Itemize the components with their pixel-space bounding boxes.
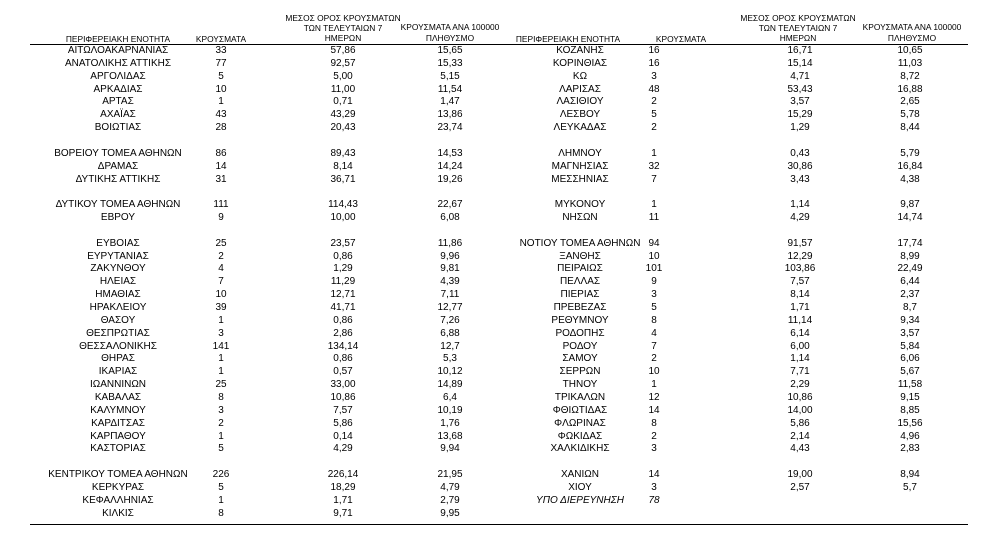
left-cases-value: 1 (218, 315, 224, 326)
left-avg-value: 10,00 (330, 212, 356, 223)
right-region-name: ΡΟΔΟΥ (562, 341, 598, 352)
right-region-name: ΞΑΝΘΗΣ (559, 251, 601, 262)
right-per100k-value: 3,57 (900, 328, 920, 339)
left-avg-value: 12,71 (330, 289, 356, 300)
right-cases-value: 3 (651, 443, 657, 454)
right-cases-value: 12 (648, 392, 660, 403)
right-avg-value: 6,00 (790, 341, 810, 352)
left-avg-value: 0,57 (333, 366, 353, 377)
left-region-name: ΔΥΤΙΚΗΣ ΑΤΤΙΚΗΣ (75, 174, 161, 185)
left-region-name: ΒΟΙΩΤΙΑΣ (94, 122, 142, 133)
left-per100k-value: 6,4 (443, 392, 457, 403)
left-per100k-value: 1,47 (440, 96, 460, 107)
right-avg-value: 12,29 (787, 251, 813, 262)
right-avg-value: 7,71 (790, 366, 810, 377)
right-per100k-value: 17,74 (897, 238, 923, 249)
right-per100k-value: 5,79 (900, 148, 920, 159)
right-region-name: ΦΘΙΩΤΙΔΑΣ (552, 405, 608, 416)
right-avg-value: 103,86 (784, 263, 816, 274)
left-cases-value: 1 (218, 495, 224, 506)
left-region-name: ΑΝΑΤΟΛΙΚΗΣ ΑΤΤΙΚΗΣ (64, 58, 172, 69)
right-per100k-value: 4,38 (900, 174, 920, 185)
header-avg-left-1: ΜΕΣΟΣ ΟΡΟΣ ΚΡΟΥΣΜΑΤΩΝ (285, 13, 401, 23)
right-cases-value: 1 (651, 199, 657, 210)
left-per100k-value: 14,24 (437, 161, 463, 172)
left-cases-value: 1 (218, 96, 224, 107)
left-region-name: ΕΥΒΟΙΑΣ (96, 238, 140, 249)
left-region-name: ΑΡΓΟΛΙΔΑΣ (90, 71, 146, 82)
left-avg-value: 0,86 (333, 353, 353, 364)
left-avg-value: 18,29 (330, 482, 356, 493)
right-avg-value: 0,43 (790, 148, 810, 159)
left-per100k-value: 12,7 (440, 341, 460, 352)
right-avg-value: 4,71 (790, 71, 810, 82)
left-cases-value: 31 (215, 174, 227, 185)
right-region-name: ΝΗΣΩΝ (562, 212, 598, 223)
right-per100k-value: 6,44 (900, 276, 920, 287)
left-per100k-value: 19,26 (437, 174, 463, 185)
left-avg-value: 9,71 (333, 508, 353, 519)
right-avg-value: 3,43 (790, 174, 810, 185)
left-cases-value: 7 (218, 276, 224, 287)
left-per100k-value: 21,95 (437, 469, 463, 480)
right-region-name: ΛΕΣΒΟΥ (559, 109, 601, 120)
right-per100k-value: 11,03 (897, 58, 923, 69)
right-cases-value: 3 (651, 289, 657, 300)
header-avg-right-2: ΤΩΝ ΤΕΛΕΥΤΑΙΩΝ 7 (758, 23, 838, 33)
left-cases-value: 43 (215, 109, 227, 120)
left-per100k-value: 2,79 (440, 495, 460, 506)
header-avg-left-3: ΗΜΕΡΩΝ (324, 33, 362, 43)
left-cases-value: 2 (218, 251, 224, 262)
right-avg-value: 1,71 (790, 302, 810, 313)
right-region-name: ΣΕΡΡΩΝ (559, 366, 601, 377)
left-cases-value: 1 (218, 431, 224, 442)
left-cases-value: 2 (218, 418, 224, 429)
right-avg-value: 15,14 (787, 58, 813, 69)
left-per100k-value: 4,79 (440, 482, 460, 493)
right-avg-value: 6,14 (790, 328, 810, 339)
right-region-name: ΣΑΜΟΥ (562, 353, 598, 364)
left-avg-value: 41,71 (330, 302, 356, 313)
left-region-name: ΗΜΑΘΙΑΣ (95, 289, 141, 300)
right-per100k-value: 8,7 (903, 302, 917, 313)
right-region-name: ΛΗΜΝΟΥ (558, 148, 602, 159)
right-region-name: ΛΑΣΙΘΙΟΥ (556, 96, 604, 107)
header-per100k-right-2: ΠΛΗΘΥΣΜΟ (887, 33, 937, 43)
left-cases-value: 86 (215, 148, 227, 159)
right-region-name: ΠΙΕΡΙΑΣ (560, 289, 600, 300)
left-per100k-value: 14,53 (437, 148, 463, 159)
left-cases-value: 1 (218, 353, 224, 364)
left-avg-value: 36,71 (330, 174, 356, 185)
left-cases-value: 25 (215, 379, 227, 390)
left-per100k-value: 4,39 (440, 276, 460, 287)
right-region-name: ΠΡΕΒΕΖΑΣ (553, 302, 607, 313)
right-avg-value: 15,29 (787, 109, 813, 120)
right-cases-value: 8 (651, 418, 657, 429)
left-region-name: ΙΩΑΝΝΙΝΩΝ (89, 379, 147, 390)
header-avg-right-3: ΗΜΕΡΩΝ (779, 33, 817, 43)
right-region-name: ΚΟΖΑΝΗΣ (556, 45, 604, 56)
left-per100k-value: 5,3 (443, 353, 457, 364)
right-cases-value: 78 (648, 495, 660, 506)
right-region-name: ΜΥΚΟΝΟΥ (554, 199, 606, 210)
left-region-name: ΚΑΡΠΑΘΟΥ (90, 431, 146, 442)
left-avg-value: 5,00 (333, 71, 353, 82)
right-region-name: ΧΑΝΙΩΝ (560, 469, 600, 480)
left-per100k-value: 1,76 (440, 418, 460, 429)
header-per100k-left-2: ΠΛΗΘΥΣΜΟ (425, 33, 475, 43)
left-region-name: ΚΑΡΔΙΤΣΑΣ (91, 418, 145, 429)
left-region-name: ΒΟΡΕΙΟΥ ΤΟΜΕΑ ΑΘΗΝΩΝ (54, 148, 182, 159)
right-avg-value: 2,14 (790, 431, 810, 442)
right-region-name: ΛΕΥΚΑΔΑΣ (553, 122, 607, 133)
right-region-name: ΦΩΚΙΔΑΣ (557, 431, 603, 442)
right-avg-value: 7,57 (790, 276, 810, 287)
right-region-name: ΡΟΔΟΠΗΣ (555, 328, 605, 339)
right-avg-value: 11,14 (787, 315, 813, 326)
right-region-name: ΡΕΘΥΜΝΟΥ (551, 315, 609, 326)
left-region-name: ΚΑΒΑΛΑΣ (94, 392, 142, 403)
left-per100k-value: 23,74 (437, 122, 463, 133)
left-per100k-value: 11,54 (437, 84, 463, 95)
left-per100k-value: 6,88 (440, 328, 460, 339)
right-region-name: ΝΟΤΙΟΥ ΤΟΜΕΑ ΑΘΗΝΩΝ (519, 238, 641, 249)
right-per100k-value: 9,15 (900, 392, 920, 403)
left-cases-value: 5 (218, 482, 224, 493)
left-avg-value: 0,86 (333, 251, 353, 262)
left-region-name: ΑΡΤΑΣ (102, 96, 134, 107)
right-avg-value: 1,29 (790, 122, 810, 133)
right-region-name: ΜΑΓΝΗΣΙΑΣ (551, 161, 609, 172)
right-per100k-value: 6,06 (900, 353, 920, 364)
right-avg-value: 8,14 (790, 289, 810, 300)
left-region-name: ΑΙΤΩΛΟΑΚΑΡΝΑΝΙΑΣ (67, 45, 169, 56)
right-region-name: ΥΠΟ ΔΙΕΡΕΥΝΗΣΗ (536, 495, 624, 506)
left-avg-value: 0,14 (333, 431, 353, 442)
left-avg-value: 1,29 (333, 263, 353, 274)
left-region-name: ΚΑΣΤΟΡΙΑΣ (90, 443, 146, 454)
left-cases-value: 10 (215, 289, 227, 300)
right-region-name: ΧΙΟΥ (568, 482, 592, 493)
left-cases-value: 5 (218, 443, 224, 454)
left-per100k-value: 7,11 (440, 289, 460, 300)
right-region-name: ΠΕΙΡΑΙΩΣ (557, 263, 603, 274)
right-avg-value: 14,00 (787, 405, 813, 416)
right-region-name: ΤΡΙΚΑΛΩΝ (554, 392, 606, 403)
right-avg-value: 91,57 (787, 238, 813, 249)
left-per100k-value: 6,08 (440, 212, 460, 223)
right-per100k-value: 8,99 (900, 251, 920, 262)
left-cases-value: 4 (218, 263, 224, 274)
left-region-name: ΔΡΑΜΑΣ (97, 161, 139, 172)
header-avg-right-1: ΜΕΣΟΣ ΟΡΟΣ ΚΡΟΥΣΜΑΤΩΝ (740, 13, 856, 23)
left-avg-value: 20,43 (330, 122, 356, 133)
right-per100k-value: 5,67 (900, 366, 920, 377)
header-cases-right: ΚΡΟΥΣΜΑΤΑ (655, 34, 707, 44)
left-region-name: ΗΡΑΚΛΕΙΟΥ (89, 302, 147, 313)
right-region-name: ΠΕΛΛΑΣ (559, 276, 601, 287)
right-per100k-value: 11,58 (897, 379, 923, 390)
left-avg-value: 10,86 (330, 392, 356, 403)
left-per100k-value: 10,12 (437, 366, 463, 377)
left-per100k-value: 9,81 (440, 263, 460, 274)
left-cases-value: 111 (213, 199, 229, 210)
left-per100k-value: 10,19 (437, 405, 463, 416)
right-cases-value: 14 (648, 469, 660, 480)
right-cases-value: 14 (648, 405, 660, 416)
right-cases-value: 16 (648, 45, 660, 56)
left-avg-value: 5,86 (333, 418, 353, 429)
right-avg-value: 30,86 (787, 161, 813, 172)
right-per100k-value: 16,84 (897, 161, 923, 172)
right-per100k-value: 5,84 (900, 341, 920, 352)
right-cases-value: 1 (651, 148, 657, 159)
left-cases-value: 39 (215, 302, 227, 313)
right-cases-value: 48 (648, 84, 660, 95)
left-avg-value: 23,57 (330, 238, 356, 249)
left-cases-value: 3 (218, 328, 224, 339)
left-avg-value: 8,14 (333, 161, 353, 172)
right-cases-value: 1 (651, 379, 657, 390)
right-cases-value: 5 (651, 302, 657, 313)
left-avg-value: 134,14 (327, 341, 359, 352)
right-cases-value: 101 (645, 263, 663, 274)
right-per100k-value: 14,74 (897, 212, 923, 223)
right-region-name: ΤΗΝΟΥ (562, 379, 598, 390)
right-cases-value: 7 (651, 341, 657, 352)
left-cases-value: 141 (212, 341, 230, 352)
left-avg-value: 114,43 (328, 199, 358, 210)
left-avg-value: 11,29 (330, 276, 356, 287)
right-avg-value: 5,86 (790, 418, 810, 429)
right-per100k-value: 5,78 (900, 109, 920, 120)
left-per100k-value: 13,68 (437, 431, 463, 442)
left-cases-value: 25 (215, 238, 227, 249)
left-avg-value: 2,86 (333, 328, 353, 339)
left-per100k-value: 14,89 (437, 379, 463, 390)
left-region-name: ΘΕΣΠΡΩΤΙΑΣ (86, 328, 150, 339)
left-region-name: ΘΗΡΑΣ (101, 353, 135, 364)
left-cases-value: 8 (218, 392, 224, 403)
right-per100k-value: 8,72 (900, 71, 920, 82)
right-per100k-value: 8,44 (900, 122, 920, 133)
right-avg-value: 10,86 (787, 392, 813, 403)
left-per100k-value: 15,33 (437, 58, 463, 69)
right-avg-value: 2,57 (790, 482, 810, 493)
left-avg-value: 11,00 (330, 84, 356, 95)
right-per100k-value: 9,34 (900, 315, 920, 326)
right-cases-value: 9 (651, 276, 657, 287)
right-per100k-value: 10,65 (897, 45, 923, 56)
left-cases-value: 9 (218, 212, 224, 223)
right-cases-value: 8 (651, 315, 657, 326)
right-cases-value: 16 (648, 58, 660, 69)
left-region-name: ΕΒΡΟΥ (100, 212, 136, 223)
right-cases-value: 2 (651, 122, 657, 133)
right-region-name: ΚΟΡΙΝΘΙΑΣ (552, 58, 608, 69)
right-cases-value: 32 (648, 161, 660, 172)
right-cases-value: 3 (651, 482, 657, 493)
left-avg-value: 33,00 (330, 379, 356, 390)
right-avg-value: 1,14 (790, 353, 810, 364)
left-per100k-value: 11,86 (437, 238, 463, 249)
left-cases-value: 33 (215, 45, 227, 56)
left-region-name: ΘΑΣΟΥ (100, 315, 136, 326)
left-region-name: ΚΑΛΥΜΝΟΥ (90, 405, 146, 416)
right-per100k-value: 22,49 (897, 263, 923, 274)
right-per100k-value: 4,96 (900, 431, 920, 442)
left-per100k-value: 5,15 (440, 71, 460, 82)
right-avg-value: 19,00 (787, 469, 813, 480)
left-cases-value: 226 (212, 469, 230, 480)
left-region-name: ΑΧΑΪΑΣ (100, 109, 136, 120)
right-region-name: ΜΕΣΣΗΝΙΑΣ (551, 174, 609, 185)
left-region-name: ΗΛΕΙΑΣ (99, 276, 137, 287)
table-bottom-rule (30, 524, 968, 525)
right-cases-value: 5 (651, 109, 657, 120)
left-avg-value: 0,71 (333, 96, 353, 107)
right-cases-value: 2 (651, 96, 657, 107)
left-avg-value: 1,71 (333, 495, 353, 506)
right-cases-value: 2 (651, 431, 657, 442)
left-avg-value: 7,57 (333, 405, 353, 416)
left-region-name: ΘΕΣΣΑΛΟΝΙΚΗΣ (79, 341, 157, 352)
right-cases-value: 7 (651, 174, 657, 185)
right-region-name: ΚΩ (572, 71, 588, 82)
right-avg-value: 1,14 (790, 199, 810, 210)
left-cases-value: 3 (218, 405, 224, 416)
left-region-name: ΙΚΑΡΙΑΣ (98, 366, 138, 377)
left-per100k-value: 9,94 (440, 443, 460, 454)
left-per100k-value: 15,65 (437, 45, 463, 56)
left-region-name: ΚΕΦΑΛΛΗΝΙΑΣ (82, 495, 154, 506)
left-cases-value: 77 (215, 58, 227, 69)
left-per100k-value: 13,86 (437, 109, 463, 120)
left-avg-value: 0,86 (333, 315, 353, 326)
left-cases-value: 10 (215, 84, 227, 95)
left-avg-value: 4,29 (333, 443, 353, 454)
left-per100k-value: 9,96 (440, 251, 460, 262)
right-cases-value: 11 (648, 212, 660, 223)
left-cases-value: 1 (218, 366, 224, 377)
left-cases-value: 5 (218, 71, 224, 82)
header-cases-left: ΚΡΟΥΣΜΑΤΑ (195, 34, 247, 44)
right-per100k-value: 16,88 (897, 84, 923, 95)
left-region-name: ΔΥΤΙΚΟΥ ΤΟΜΕΑ ΑΘΗΝΩΝ (55, 199, 181, 210)
right-cases-value: 2 (651, 353, 657, 364)
left-per100k-value: 9,95 (440, 508, 460, 519)
right-avg-value: 4,29 (790, 212, 810, 223)
left-cases-value: 14 (215, 161, 227, 172)
right-per100k-value: 5,7 (903, 482, 917, 493)
left-per100k-value: 7,26 (440, 315, 460, 326)
right-cases-value: 10 (648, 251, 660, 262)
header-avg-left-2: ΤΩΝ ΤΕΛΕΥΤΑΙΩΝ 7 (303, 23, 383, 33)
right-per100k-value: 2,83 (900, 443, 920, 454)
right-cases-value: 4 (651, 328, 657, 339)
left-avg-value: 226,14 (327, 469, 359, 480)
left-per100k-value: 22,67 (437, 199, 463, 210)
right-per100k-value: 2,37 (900, 289, 920, 300)
left-avg-value: 92,57 (330, 58, 356, 69)
header-region-right: ΠΕΡΙΦΕΡΕΙΑΚΗ ΕΝΟΤΗΤΑ (515, 34, 621, 44)
right-per100k-value: 9,87 (900, 199, 920, 210)
header-per100k-left-1: ΚΡΟΥΣΜΑΤΑ ΑΝΑ 100000 (400, 22, 500, 32)
right-avg-value: 3,57 (790, 96, 810, 107)
right-avg-value: 16,71 (787, 45, 813, 56)
right-per100k-value: 15,56 (897, 418, 923, 429)
right-region-name: ΧΑΛΚΙΔΙΚΗΣ (550, 443, 610, 454)
left-avg-value: 43,29 (330, 109, 356, 120)
right-cases-value: 94 (648, 238, 660, 249)
left-region-name: ΖΑΚΥΝΘΟΥ (90, 263, 146, 274)
right-per100k-value: 8,94 (900, 469, 920, 480)
left-region-name: ΑΡΚΑΔΙΑΣ (93, 84, 143, 95)
right-avg-value: 4,43 (790, 443, 810, 454)
right-region-name: ΛΑΡΙΣΑΣ (559, 84, 601, 95)
right-per100k-value: 2,65 (900, 96, 920, 107)
header-per100k-right-1: ΚΡΟΥΣΜΑΤΑ ΑΝΑ 100000 (862, 22, 962, 32)
left-region-name: ΚΙΛΚΙΣ (102, 508, 134, 519)
left-region-name: ΕΥΡΥΤΑΝΙΑΣ (87, 251, 149, 262)
left-avg-value: 89,43 (330, 148, 356, 159)
right-cases-value: 10 (648, 366, 660, 377)
right-cases-value: 3 (651, 71, 657, 82)
left-avg-value: 57,86 (330, 45, 356, 56)
right-avg-value: 2,29 (790, 379, 810, 390)
right-per100k-value: 8,85 (900, 405, 920, 416)
left-per100k-value: 12,77 (437, 302, 463, 313)
left-cases-value: 28 (215, 122, 227, 133)
header-region-left: ΠΕΡΙΦΕΡΕΙΑΚΗ ΕΝΟΤΗΤΑ (65, 34, 171, 44)
left-region-name: ΚΕΝΤΡΙΚΟΥ ΤΟΜΕΑ ΑΘΗΝΩΝ (48, 469, 188, 480)
right-region-name: ΦΛΩΡΙΝΑΣ (554, 418, 606, 429)
right-avg-value: 53,43 (787, 84, 813, 95)
left-region-name: ΚΕΡΚΥΡΑΣ (91, 482, 145, 493)
left-cases-value: 8 (218, 508, 224, 519)
